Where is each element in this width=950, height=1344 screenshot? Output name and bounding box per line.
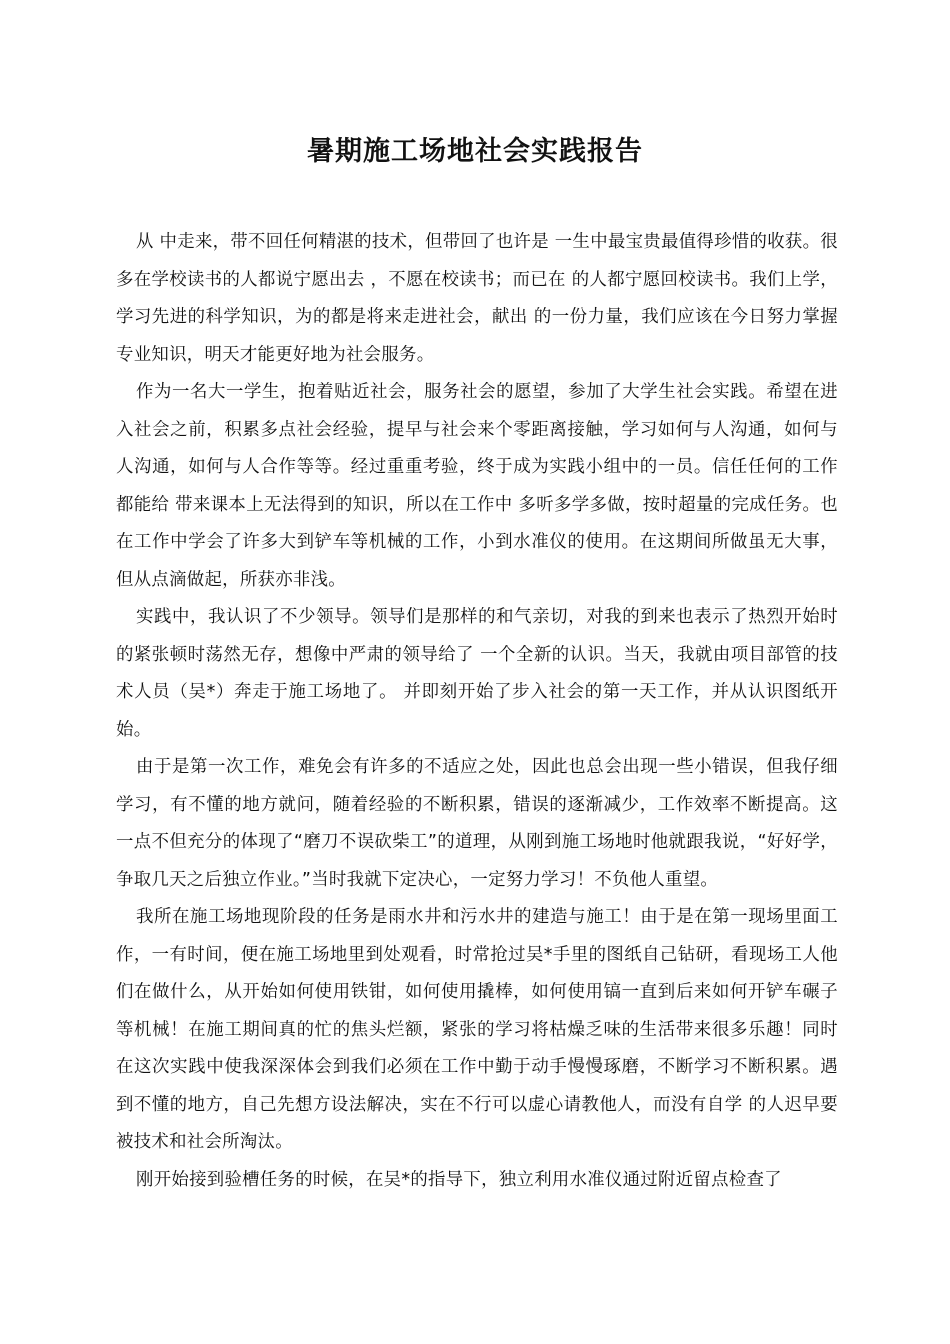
paragraph: 刚开始接到验槽任务的时候，在吴*的指导下，独立利用水准仪通过附近留点检查了: [136, 1169, 782, 1190]
paragraph: 从 中走来，带不回任何精湛的技术，但带回了也许是 一生中最宝贵最值得珍惜的收获。很多在学校读书的人都说宁愿出去 ，不愿在校读书；而已在 的人都宁愿回校读书。我们上学，学习先进的科学知识，为的都是将来走进社会，献出 的一份力量，我们应该在今日努力掌握专业知识，明天才能更好地为社会服务。: [116, 232, 838, 365]
paragraph: 作为一名大一学生，抱着贴近社会，服务社会的愿望，参加了大学生社会实践。希望在进入社会之前，积累多点社会经验，提早与社会来个零距离接触，学习如何与人沟通，如何与人沟通，如何与人合作等等。经过重重考验，终于成为实践小组中的一员。信任任何的工作都能给 带来课本上无法得到的知识，所以在工作中 多听多学多做，按时超量的完成任务。也在工作中学会了许多大到铲车等机械的工作，小到水准仪的使用。在这期间所做虽无大事，但从点滴做起，所获亦非浅。: [116, 382, 838, 590]
document-body: [116, 224, 838, 1199]
paragraph: 我所在施工场地现阶段的任务是雨水井和污水井的建造与施工！由于是在第一现场里面工作，一有时间，便在施工场地里到处观看，时常抢过吴*手里的图纸自己钻研，看现场工人他们在做什么，从开始如何使用铁钳，如何使用撬棒，如何使用镐一直到后来如何开铲车碾子等机械！在施工期间真的忙的焦头烂额，紧张的学习将枯燥乏味的生活带来很多乐趣！同时在这次实践中使我深深体会到我们必须在工作中勤于动手慢慢琢磨，不断学习不断积累。遇到不懂的地方，自己先想方设法解决，实在不行可以虚心请教他人，而没有自学 的人迟早要被技术和社会所淘汰。: [116, 907, 838, 1152]
document-title: 暑期施工场地社会实践报告: [307, 136, 643, 167]
paragraph: 实践中，我认识了不少领导。领导们是那样的和气亲切，对我的到来也表示了热烈开始时的紧张顿时荡然无存，想像中严肃的领导给了 一个全新的认识。当天，我就由项目部管的技术人员（吴*）奔走于施工场地了。 并即刻开始了步入社会的第一天工作，并从认识图纸开始。: [116, 607, 838, 740]
paragraph: 由于是第一次工作，难免会有许多的不适应之处，因此也总会出现一些小错误，但我仔细学习，有不懂的地方就问，随着经验的不断积累，错误的逐渐减少，工作效率不断提高。这一点不但充分的体现了“磨刀不误砍柴工”的道理，从刚到施工场地时他就跟我说，“好好学，争取几天之后独立作业。”当时我就下定决心，一定努力学习！不负他人重望。: [116, 757, 838, 890]
